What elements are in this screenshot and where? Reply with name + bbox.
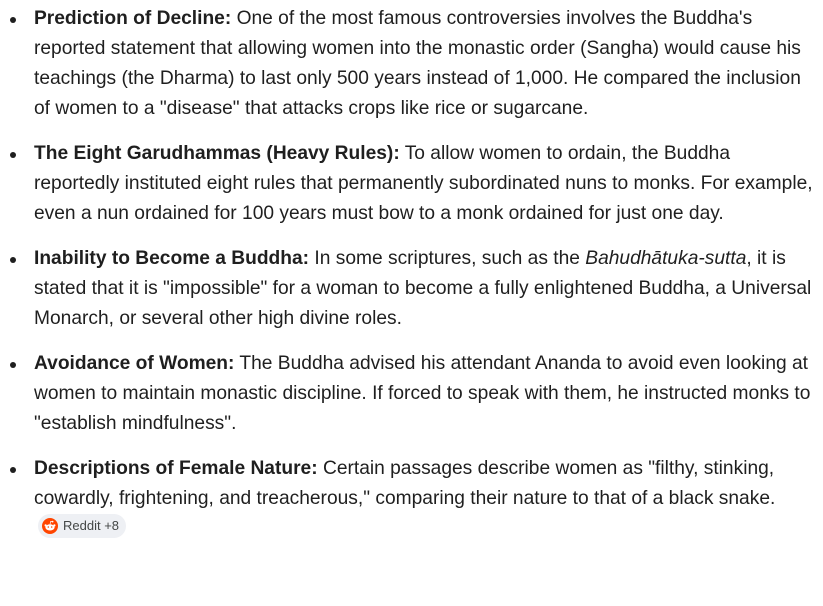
item-term: Inability to Become a Buddha:	[34, 248, 310, 269]
item-term: Avoidance of Women:	[34, 353, 235, 374]
item-term: The Eight Garudhammas (Heavy Rules):	[34, 143, 400, 164]
source-chip-label: Reddit +8	[63, 518, 120, 533]
item-text: The Buddha advised his attendant Ananda to avoid even looking at women to maintain monastic discipline. If forced to speak with them, he instructed monks to "establish mindfulness".	[34, 353, 811, 434]
item-text: To allow women to ordain, the Buddha reportedly instituted eight rules that permanently subordinated nuns to monks. For example, even a nun ordained for 100 years must bow to a monk ordained for just one day.	[34, 143, 813, 224]
scripture-title: Bahudhātuka-sutta	[585, 248, 747, 269]
bullet-dot	[10, 362, 16, 368]
item-text: One of the most famous controversies involves the Buddha's reported statement that allowing women into the monastic order (Sangha) would cause his teachings (the Dharma) to last only 500 years instead of 1,000. He compared the inclusion of women to a "disease" that attacks crops like rice or sugarcane.	[34, 8, 801, 119]
item-text: , it is stated that it is "impossible" for a woman to become a fully enlightened Buddha, a Universal Monarch, or several other high divine roles.	[34, 248, 812, 329]
reddit-icon	[42, 518, 58, 534]
item-term: Prediction of Decline:	[34, 8, 232, 29]
source-chip[interactable]	[38, 514, 126, 538]
list-item	[0, 244, 823, 334]
bullet-dot	[10, 152, 16, 158]
bullet-dot	[10, 17, 16, 23]
bullet-dot	[10, 467, 16, 473]
item-text: Certain passages describe women as "filthy, stinking, cowardly, frightening, and treacherous," comparing their nature to that of a black snake.	[34, 458, 776, 509]
item-text: In some scriptures, such as the	[309, 248, 586, 269]
item-term: Descriptions of Female Nature:	[34, 458, 318, 479]
list-item	[0, 139, 823, 229]
list-item	[0, 454, 823, 546]
bullet-dot	[10, 257, 16, 263]
list-item	[0, 4, 823, 124]
list-item	[0, 349, 823, 439]
